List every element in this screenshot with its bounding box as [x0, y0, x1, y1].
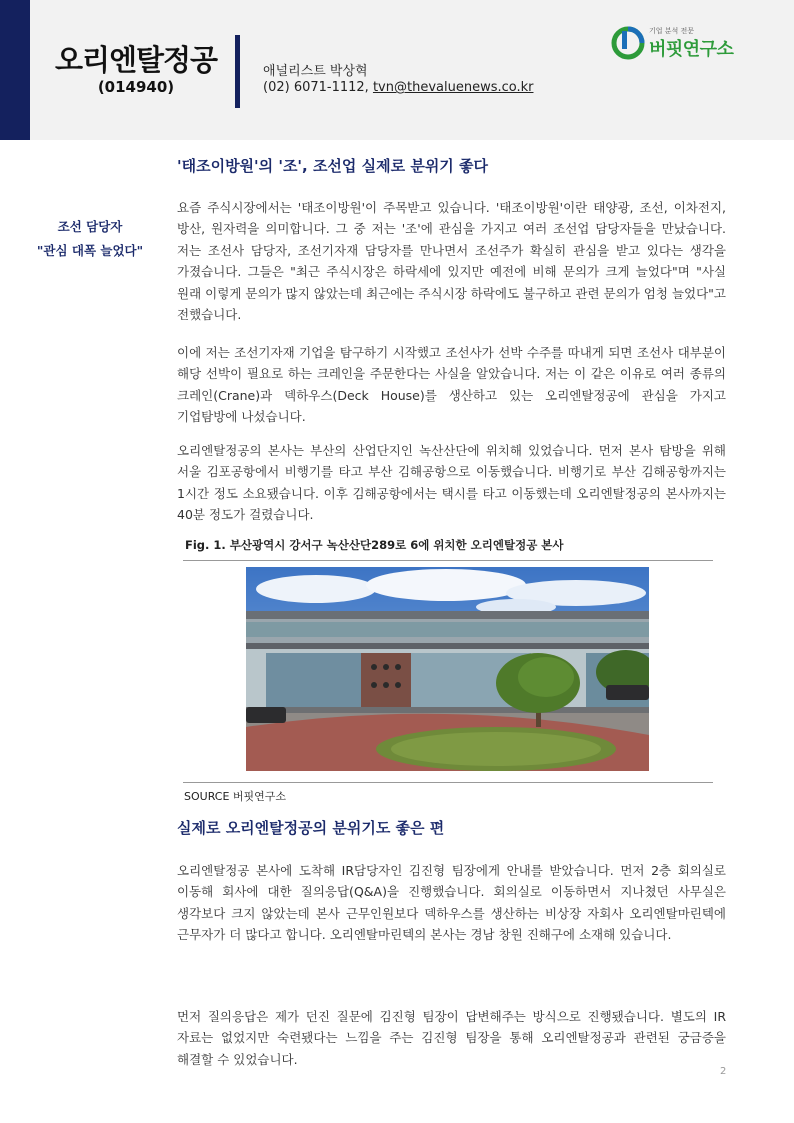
side-note-line-1: 조선 담당자	[57, 219, 123, 234]
paragraph-4: 오리엔탈정공 본사에 도착해 IR담당자인 김진형 팀장에게 안내를 받았습니다. 먼저 2층 회의실로 이동해 회사에 대한 질의응답(Q&A)을 진행했습니다. 회의실로 이동하면서 지나쳤던 사무실은 생각보다 크지 않았는데 본사 근무인원보다 덱하우스를 생산하는 비상장 자회사 오리엔탈마린텍에 근무자가 더 많다고 합니다. 오리엔탈마린텍의 본사는 경남 창원 진해구에 소재해 있습니다.	[177, 863, 726, 943]
header-divider	[235, 35, 240, 108]
section-title-2: 실제로 오리엔탈정공의 분위기도 좋은 편	[177, 819, 445, 837]
figure-source: SOURCE 버핏연구소	[184, 790, 287, 803]
analyst-email-link[interactable]: tvn@thevaluenews.co.kr	[372, 80, 534, 95]
side-note-line-2: "관심 대폭 늘었다"	[36, 243, 144, 258]
company-code: (014940)	[97, 78, 175, 96]
page-number: 2	[720, 1066, 727, 1077]
paragraph-1: 요즘 주식시장에서는 '태조이방원'이 주목받고 있습니다. '태조이방원'이란 태양광, 조선, 이차전지, 방산, 원자력을 의미합니다. 그 중 저는 '조'에 관심을 가지고 여러 조선업 담당자들을 만났습니다. 저는 조선사 담당자, 조선기자재 담당자를 만나면서 조선주가 확실히 관심을 받고 있다는 생각을 가졌습니다. 그들은 "최근 주식시장은 하락세에 있지만 예전에 비해 문의가 크게 늘었다"며 "사실 원래 이렇게 문의가 많지 않았는데 최근에는 주식시장 하락에도 불구하고 관련 문의가 엄청 늘었다"고 전했습니다.	[177, 200, 726, 323]
paragraph-3: 오리엔탈정공의 본사는 부산의 산업단지인 녹산산단에 위치해 있었습니다. 먼저 본사 탐방을 위해 서울 김포공항에서 비행기를 타고 부산 김해공항으로 이동했습니다. 비행기로 부산 김해공항까지는 1시간 정도 소요됐습니다. 이후 김해공항에서는 택시를 타고 이동했는데 오리엔탈정공의 본사까지는 40분 정도가 걸렸습니다.	[177, 443, 726, 523]
company-name: 오리엔탈정공	[54, 43, 218, 77]
figure-rule-top	[183, 560, 713, 561]
figure-caption: Fig. 1. 부산광역시 강서구 녹산산단289로 6에 위치한 오리엔탈정공 본사	[185, 538, 564, 552]
figure-rule-bottom	[183, 782, 713, 783]
analyst-phone: (02) 6071-1112,	[263, 80, 369, 95]
header-accent-stripe	[0, 0, 30, 140]
logo-name: 버핏연구소	[649, 39, 734, 60]
side-note	[20, 215, 160, 263]
analyst-name: 애널리스트 박상혁	[263, 64, 368, 79]
headquarters-photo	[246, 567, 649, 771]
logo-mark-icon	[611, 26, 645, 60]
analyst-contact	[263, 80, 533, 95]
section-title-1: '태조이방원'의 '조', 조선업 실제로 분위기 좋다	[177, 157, 488, 175]
paragraph-2: 이에 저는 조선기자재 기업을 탐구하기 시작했고 조선사가 선박 수주를 따내게 되면 조선사 대부분이 해당 선박이 필요로 하는 크레인을 주문한다는 사실을 알았습니다. 저는 이 같은 이유로 여러 종류의 크레인(Crane)과 덱하우스(Deck House)를 생산하고 있는 오리엔탈정공에 관심을 가지고 기업탐방에 나섰습니다.	[177, 345, 726, 425]
logo	[611, 24, 751, 64]
paragraph-5: 먼저 질의응답은 제가 던진 질문에 김진형 팀장이 답변해주는 방식으로 진행됐습니다. 별도의 IR 자료는 없었지만 숙련됐다는 느낌을 주는 김진형 팀장을 통해 오리엔탈정공과 관련된 궁금증을 해결할 수 있었습니다.	[177, 1009, 726, 1067]
logo-tagline: 기업 분석 전문	[649, 27, 695, 35]
